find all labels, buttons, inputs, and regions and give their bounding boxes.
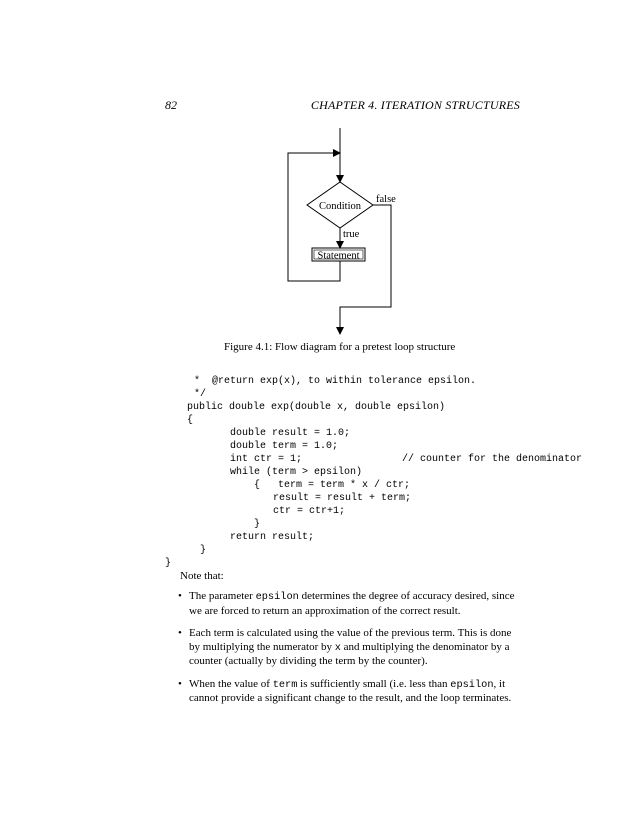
code-line: } [200,545,207,556]
note-text: is sufficiently small (i.e. less than [297,677,451,690]
note-item [178,590,523,618]
code-line: ctr = ctr+1; [273,506,346,517]
code-line: */ [194,389,207,400]
notes-list [178,590,523,715]
loop-back-arrow [288,153,340,281]
note-text: determines the degree of accuracy desired, since we are forced to return an approximation of the correct result. [189,590,515,617]
note-text: When the value of [189,677,273,690]
true-label: true [343,229,360,240]
code-line: { term = term * x / ctr; [254,480,411,491]
note-code: x [334,641,341,654]
note-text: , it cannot provide a significant change to the result, and the loop terminates. [189,677,512,704]
note-code: epsilon [450,678,494,691]
note-item [178,627,523,669]
note-text: and multiplying the denominator by a counter (actually by dividing the term by the counter). [189,640,510,667]
notes-intro: Note that: [180,570,224,582]
code-line: } [165,558,172,569]
note-code: epsilon [255,591,299,603]
note-text: Each term is calculated using the value of the previous term. This is done by multiplying the numerator by [189,627,512,653]
code-comment: // counter for the denominator [402,454,583,465]
false-exit-arrow [340,205,391,334]
code-line: * @return exp(x), to within tolerance epsilon. [194,376,477,387]
figure-caption: Figure 4.1: Flow diagram for a pretest loop structure [224,341,456,353]
code-line: double result = 1.0; [230,428,351,439]
code-line: double term = 1.0; [230,441,339,452]
condition-label: Condition [318,201,362,212]
flow-diagram [0,0,630,340]
false-label: false [376,194,396,205]
code-line: } [254,519,261,530]
code-line: public double exp(double x, double epsilon) [187,402,446,413]
code-line: { [187,415,194,426]
note-item [178,678,523,706]
code-line: int ctr = 1; [230,454,303,465]
note-code: term [272,678,298,691]
page-number: 82 [165,98,177,112]
code-line: while (term > epsilon) [230,467,363,478]
running-head: CHAPTER 4. ITERATION STRUCTURES [310,98,520,112]
statement-label: Statement [317,250,360,262]
code-line: return result; [230,532,315,543]
note-text: The parameter [189,590,256,602]
code-line: result = result + term; [273,493,412,504]
